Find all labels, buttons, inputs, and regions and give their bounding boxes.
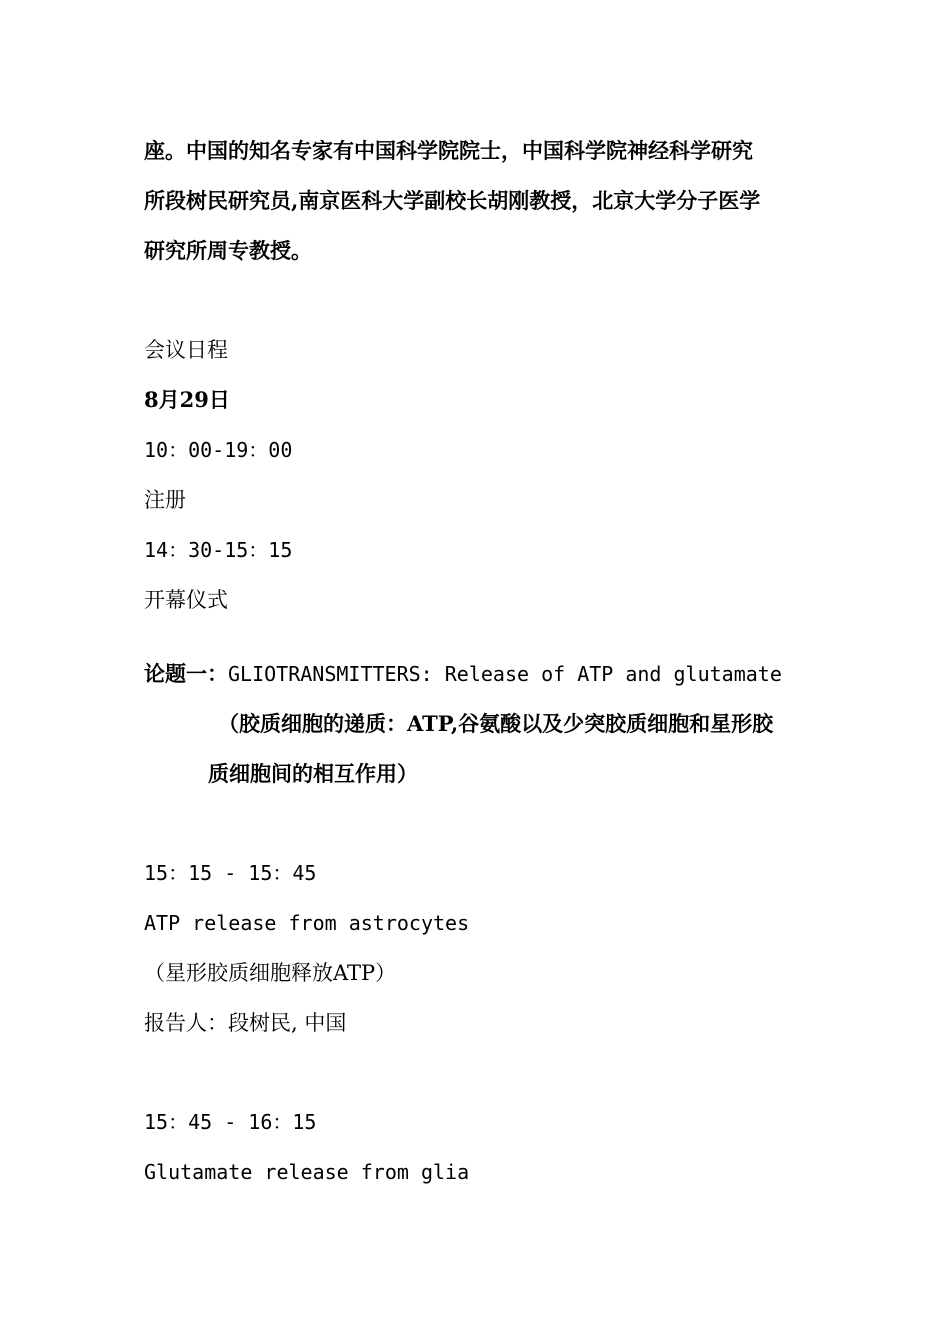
schedule-time-opening: 14：30-15：15 bbox=[144, 538, 293, 562]
talk1-title-en: ATP release from astrocytes bbox=[144, 911, 470, 935]
talk2-time: 15：45 - 16：15 bbox=[144, 1110, 317, 1134]
schedule-label-registration: 注册 bbox=[144, 488, 186, 512]
topic1-prefix: 论题一： bbox=[144, 661, 228, 686]
schedule-time-registration: 10：00-19：00 bbox=[144, 438, 293, 462]
schedule-label-opening: 开幕仪式 bbox=[144, 588, 228, 612]
intro-line-3: 研究所周专教授。 bbox=[144, 238, 312, 263]
schedule-date: 8月29日 bbox=[144, 387, 230, 412]
talk1-title-cn: （星形胶质细胞释放ATP） bbox=[144, 961, 397, 985]
topic1-title-en: GLIOTRANSMITTERS: Release of ATP and glutamate bbox=[228, 662, 782, 686]
schedule-heading: 会议日程 bbox=[144, 338, 228, 362]
topic1-subtitle-line-2: 质细胞间的相互作用） bbox=[208, 761, 418, 786]
topic1-subtitle-line-1: （胶质细胞的递质：ATP,谷氨酸以及少突胶质细胞和星形胶 bbox=[218, 711, 774, 736]
intro-line-2: 所段树民研究员,南京医科大学副校长胡刚教授，北京大学分子医学 bbox=[144, 188, 761, 213]
topic1-heading bbox=[144, 659, 782, 689]
talk1-time: 15：15 - 15：45 bbox=[144, 861, 317, 885]
intro-line-1: 座。中国的知名专家有中国科学院院士，中国科学院神经科学研究 bbox=[144, 138, 753, 163]
talk1-speaker: 报告人：段树民, 中国 bbox=[144, 1011, 347, 1035]
talk2-title-en: Glutamate release from glia bbox=[144, 1160, 470, 1184]
